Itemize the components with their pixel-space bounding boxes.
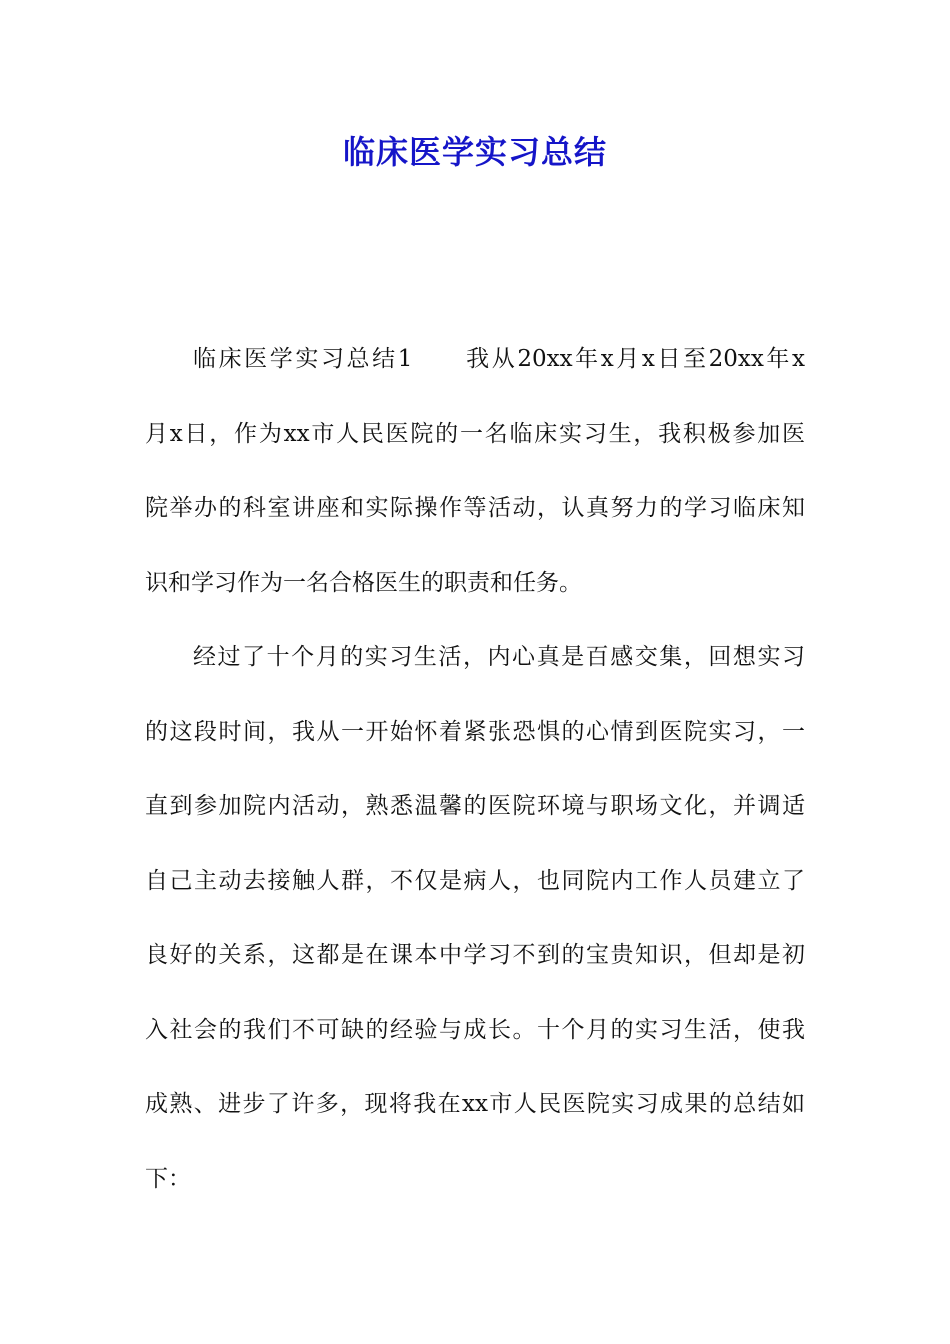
paragraph-2-line-6: 入社会的我们不可缺的经验与成长。十个月的实习生活，使我 bbox=[145, 1017, 805, 1043]
paragraph-1-line-1: 临床医学实习总结1 我从20xx年x月x日至20xx年x bbox=[193, 346, 805, 372]
paragraph-2-line-2: 的这段时间，我从一开始怀着紧张恐惧的心情到医院实习，一 bbox=[145, 719, 805, 745]
paragraph-2-line-8: 下： bbox=[145, 1166, 191, 1192]
paragraph-1-line-3: 院举办的科室讲座和实际操作等活动，认真努力的学习临床知 bbox=[145, 495, 805, 521]
document-title: 临床医学实习总结 bbox=[342, 133, 607, 171]
paragraph-2-line-4: 自己主动去接触人群，不仅是病人，也同院内工作人员建立了 bbox=[145, 868, 805, 894]
paragraph-2-line-5: 良好的关系，这都是在课本中学习不到的宝贵知识，但却是初 bbox=[145, 942, 805, 968]
paragraph-2-line-7: 成熟、进步了许多，现将我在xx市人民医院实习成果的总结如 bbox=[145, 1091, 805, 1117]
paragraph-2-line-1: 经过了十个月的实习生活，内心真是百感交集，回想实习 bbox=[193, 644, 805, 670]
paragraph-1-line-2: 月x日，作为xx市人民医院的一名临床实习生，我积极参加医 bbox=[145, 421, 805, 447]
paragraph-2-line-3: 直到参加院内活动，熟悉温馨的医院环境与职场文化，并调适 bbox=[145, 793, 805, 819]
paragraph-1-line-4: 识和学习作为一名合格医生的职责和任务。 bbox=[145, 570, 582, 596]
